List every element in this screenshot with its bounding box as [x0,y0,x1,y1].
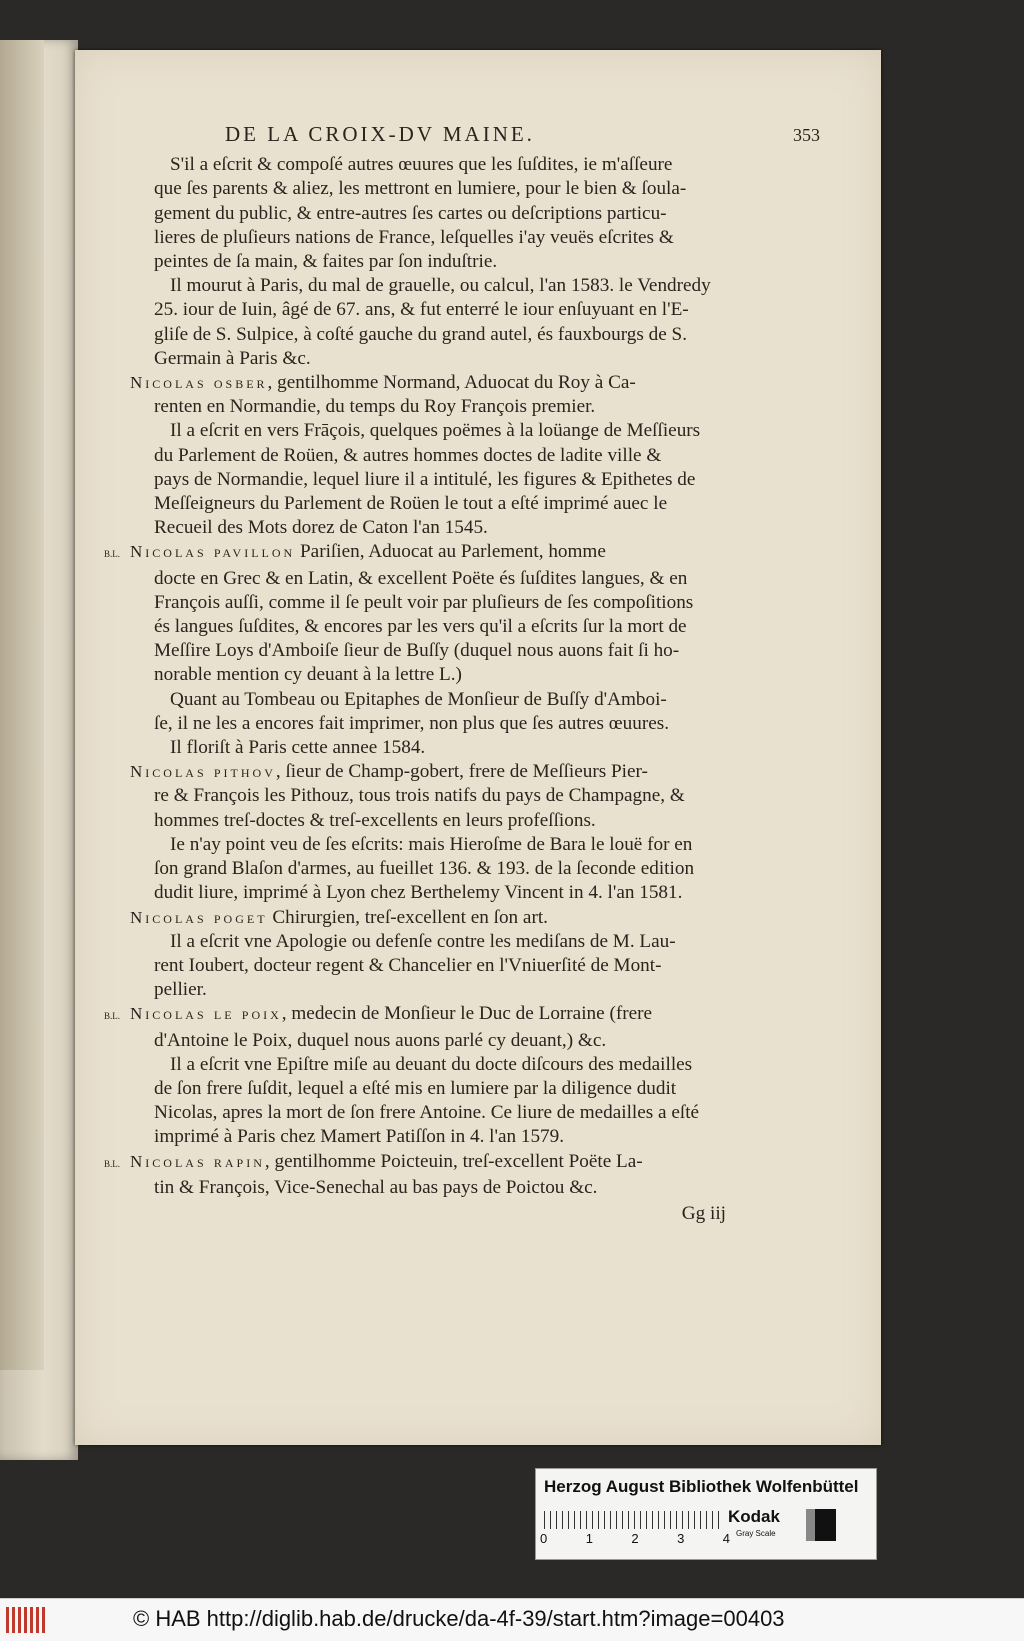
entry-name: Nicolas pavillon [130,542,296,562]
text-line [130,395,820,419]
line-text: François auſſi, comme il ſe peult voir par pluſieurs de ſes compoſitions [154,591,694,613]
kodak-logo: Kodak [728,1507,780,1526]
ruler [544,1511,724,1529]
text-line [130,567,820,591]
signature-mark: Gg iij [681,1202,726,1224]
color-scale-card [535,1468,877,1560]
line-text: Il floriſt à Paris cette annee 1584. [170,737,426,759]
text-line [130,784,820,808]
line-text: S'il a eſcrit & compoſé autres œuures que les ſuſdites, ie m'aſſeure [170,154,673,176]
margin-note: B.L. [104,549,121,560]
line-text: d'Antoine le Poix, duquel nous auons parlé cy deuant,) &c. [154,1029,607,1051]
line-text: Meſſeigneurs du Parlement de Roüen le tout a eſté imprimé auec le [154,493,668,515]
line-text: Il a eſcrit en vers Frāçois, quelques poëmes à la loüange de Meſſieurs [170,420,701,442]
entry-name: Nicolas osber [130,373,268,393]
line-text: Meſſire Loys d'Amboiſe ſieur de Buſſy (duquel nous auons fait ſi ho- [154,640,680,662]
text-line [104,1002,820,1028]
line-text: Il a eſcrit vne Epiſtre miſe au deuant du docte diſcours des medailles [170,1053,693,1075]
page-number: 353 [793,125,820,145]
text-line [130,274,820,298]
line-text: pellier. [154,979,207,1001]
text-line [130,906,820,930]
line-text: tin & François, Vice-Senechal au bas pays de Poictou &c. [154,1176,598,1198]
margin-note: B.L. [104,1011,121,1022]
page-text [104,122,820,1226]
line-text: Il a eſcrit vne Apologie ou defenſe contre les mediſans de M. Lau- [170,930,676,952]
line-text: Germain à Paris &c. [154,347,311,369]
text-line [130,736,820,760]
text-line [130,712,820,736]
text-line [130,688,820,712]
text-line [130,444,820,468]
text-line [130,615,820,639]
running-title: DE LA CROIX-DV MAINE. [225,122,535,146]
line-text: docte en Grec & en Latin, & excellent Poëte és ſuſdites langues, & en [154,567,688,589]
text-line [130,1029,820,1053]
footer-bar [0,1598,1024,1641]
book-page [75,50,881,1445]
line-text: gement du public, & entre-autres ſes cartes ou deſcriptions particu- [154,202,667,224]
line-text: Quant au Tombeau ou Epitaphes de Monſieur de Buſſy d'Amboi- [170,688,667,710]
text-line [104,540,820,566]
line-text: peintes de ſa main, & faites par ſon induſtrie. [154,251,498,273]
gray-patch [806,1509,836,1541]
text-line [130,1176,820,1200]
text-line [130,881,820,905]
ruler-label: 4 [722,1531,730,1546]
line-text: 25. iour de Iuin, âgé de 67. ans, & fut enterré le iour enſuyuant en l'E- [154,299,689,321]
ruler-labels [540,1531,730,1546]
text-line [130,468,820,492]
entry-name: Nicolas pithov [130,762,276,782]
text-line [130,760,820,784]
line-text: gliſe de S. Sulpice, à coſté gauche du grand autel, és fauxbourgs de S. [154,323,688,345]
text-line [130,250,820,274]
text-lines [104,153,820,1200]
line-text: , medecin de Monſieur le Duc de Lorraine (frere [281,1003,653,1025]
running-head [130,122,820,147]
line-text: lieres de pluſieurs nations de France, leſquelles i'ay veuës eſcrites & [154,226,674,248]
text-line [130,1053,820,1077]
entry-name: Nicolas le poix [130,1004,282,1024]
line-text: renten en Normandie, du temps du Roy François premier. [154,396,596,418]
line-text: Ie n'ay point veu de ſes eſcrits: mais Hieroſme de Bara le louë for en [170,833,693,855]
line-text: rent Ioubert, docteur regent & Chancelier en l'Vniuerſité de Mont- [154,954,662,976]
text-line [130,347,820,371]
text-line [130,1077,820,1101]
line-text: Il mourut à Paris, du mal de grauelle, ou calcul, l'an 1583. le Vendredy [170,275,711,297]
library-name: Herzog August Bibliothek Wolfenbüttel [544,1477,859,1496]
entry-name: Nicolas rapin [130,1151,265,1171]
text-line [130,857,820,881]
source-link[interactable]: © HAB http://diglib.hab.de/drucke/da-4f-39/start.htm?image=00403 [133,1606,785,1631]
text-line [130,1101,820,1125]
text-line [130,323,820,347]
line-text: , ſieur de Champ-gobert, frere de Meſſieurs Pier- [275,761,648,783]
entry-name: Nicolas poget [130,907,268,927]
text-line [130,978,820,1002]
text-line [130,930,820,954]
text-line [130,177,820,201]
line-text: pays de Normandie, lequel liure il a intitulé, les figures & Epithetes de [154,468,696,490]
line-text: dudit liure, imprimé à Lyon chez Berthelemy Vincent in 4. l'an 1581. [154,882,683,904]
line-text: Recueil des Mots dorez de Caton l'an 1545. [154,517,488,539]
text-line [104,1150,820,1176]
hab-logo-icon [6,1607,46,1633]
text-line [130,591,820,615]
ruler-label: 3 [677,1531,685,1546]
text-line [130,492,820,516]
text-line [130,833,820,857]
line-text: Chirurgien, treſ-excellent en ſon art. [267,906,548,928]
line-text: que ſes parents & aliez, les mettront en lumiere, pour le bien & ſoula- [154,178,687,200]
text-line [130,153,820,177]
line-text: norable mention cy deuant à la lettre L.) [154,664,462,686]
ruler-label: 2 [631,1531,639,1546]
line-text: ſon grand Blaſon d'armes, au fueillet 136. & 193. de la ſeconde edition [154,858,695,880]
gray-scale-label: Gray Scale [736,1529,776,1538]
text-line [130,371,820,395]
facing-page-edge [0,40,78,1460]
line-text: de ſon frere ſuſdit, lequel a eſté mis en lumiere par la diligence dudit [154,1077,677,1099]
text-line [130,298,820,322]
line-text: hommes treſ-doctes & treſ-excellents en leurs profeſſions. [154,809,596,831]
line-text: Pariſien, Aduocat au Parlement, homme [295,541,606,563]
line-text: ſe, il ne les a encores fait imprimer, non plus que ſes autres œuures. [154,712,670,734]
line-text: és langues ſuſdites, & encores par les vers qu'il a eſcrits ſur la mort de [154,616,687,638]
ruler-label: 1 [585,1531,593,1546]
line-text: , gentilhomme Normand, Aduocat du Roy à Ca- [267,372,636,394]
ruler-label: 0 [540,1531,548,1546]
line-text: du Parlement de Roüen, & autres hommes doctes de ladite ville & [154,444,662,466]
facing-page-shadow [0,40,44,1370]
line-text: re & François les Pithouz, tous trois natifs du pays de Champagne, & [154,785,685,807]
text-line [130,954,820,978]
text-line [130,202,820,226]
text-line [130,639,820,663]
text-line [130,809,820,833]
text-line [130,663,820,687]
text-line [130,516,820,540]
line-text: Nicolas, apres la mort de ſon frere Antoine. Ce liure de medailles a eſté [154,1102,700,1124]
line-text: imprimé à Paris chez Mamert Patiſſon in 4. l'an 1579. [154,1126,565,1148]
text-line [130,419,820,443]
text-line [130,1125,820,1149]
margin-note: B.L. [104,1158,121,1169]
text-line [130,226,820,250]
line-text: , gentilhomme Poicteuin, treſ-excellent Poëte La- [264,1150,643,1172]
